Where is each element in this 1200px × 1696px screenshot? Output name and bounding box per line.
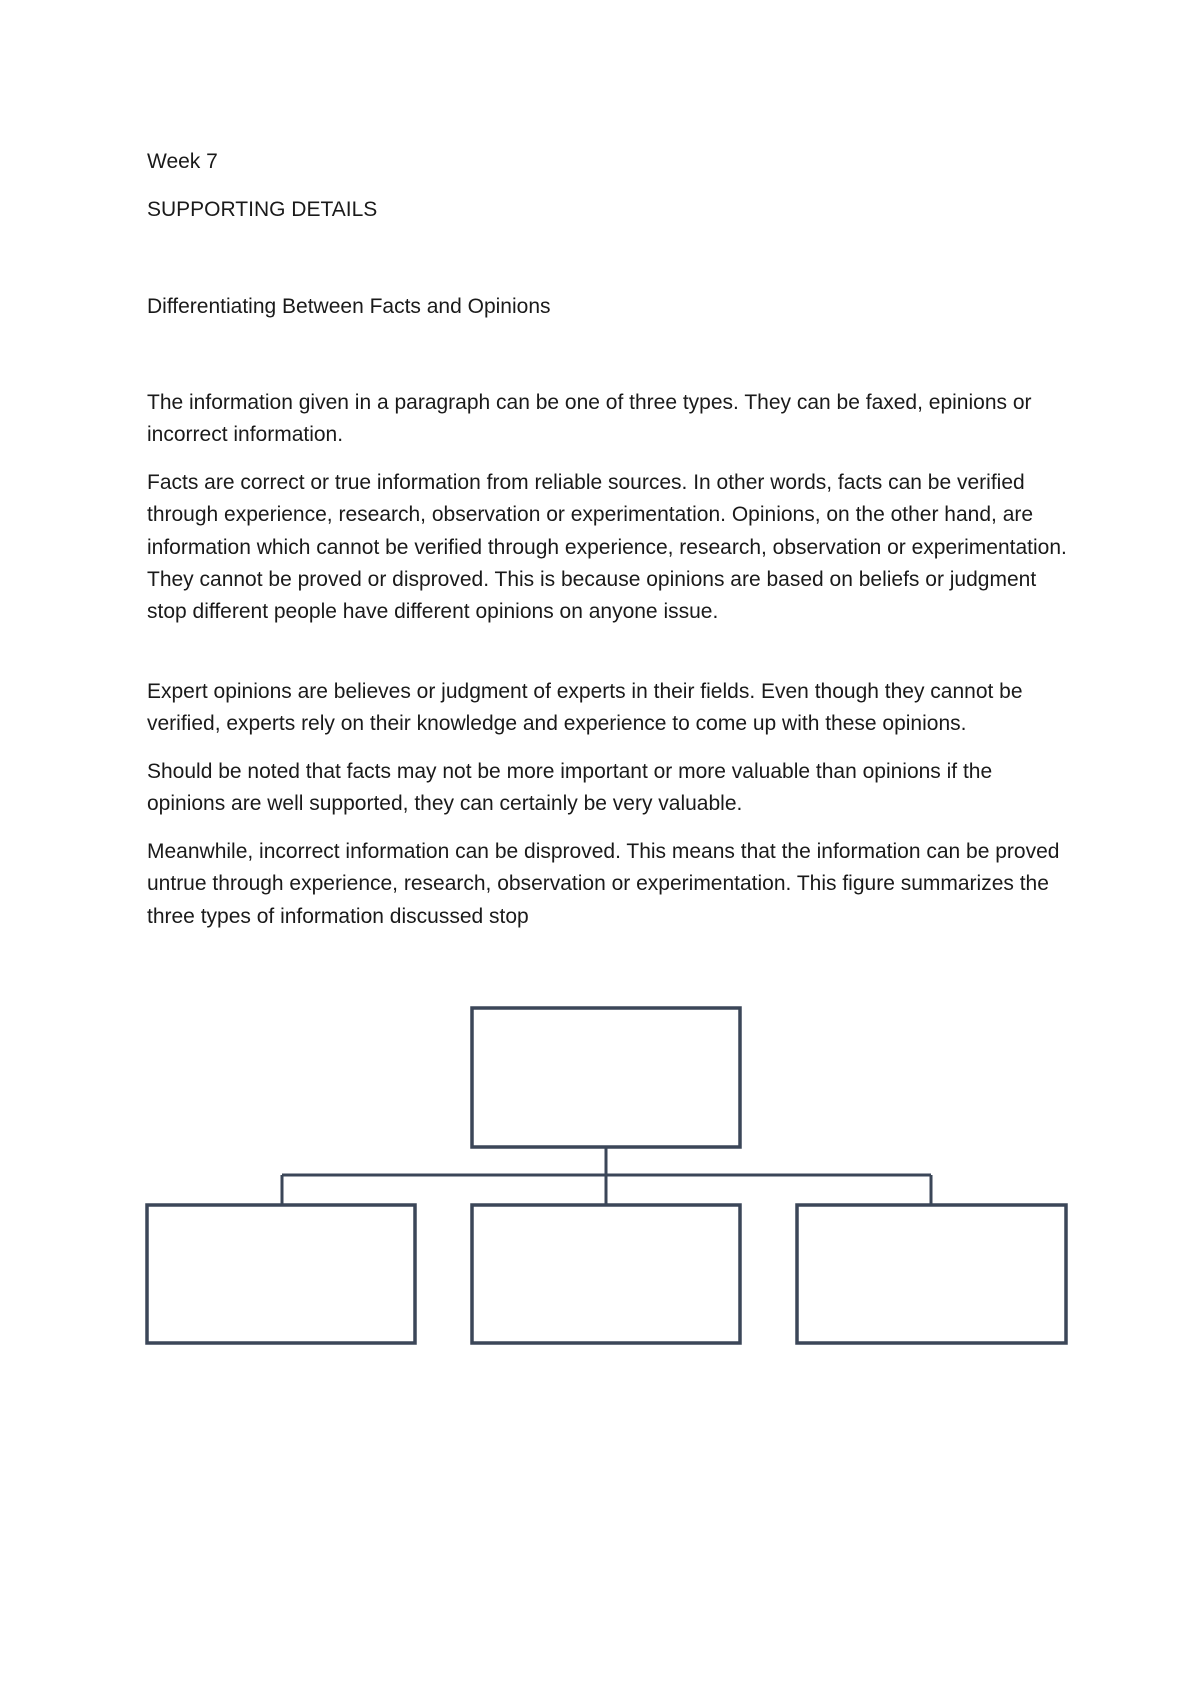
diagram-child-box-left (147, 1205, 415, 1343)
paragraph-5: Meanwhile, incorrect information can be disproved. This means that the information can be proved untrue through experience, research, observation or experimentation. This figure summarizes the three types of information discussed stop (147, 840, 1060, 928)
diagram-child-box-right (797, 1205, 1066, 1343)
paragraph-3: Expert opinions are believes or judgment of experts in their fields. Even though they cannot be verified, experts rely on their knowledge and experience to come up with these opinions. (147, 680, 1023, 736)
section-heading: SUPPORTING DETAILS (147, 198, 378, 221)
diagram-child-box-center (472, 1205, 740, 1343)
subheading: Differentiating Between Facts and Opinions (147, 295, 551, 318)
diagram-root-box (472, 1008, 740, 1147)
paragraph-1: The information given in a paragraph can be one of three types. They can be faxed, epinions or incorrect information. (147, 391, 1032, 447)
week-label: Week 7 (147, 150, 218, 173)
paragraph-4: Should be noted that facts may not be more important or more valuable than opinions if the opinions are well supported, they can certainly be very valuable. (147, 760, 993, 816)
paragraph-2: Facts are correct or true information from reliable sources. In other words, facts can be verified through experience, research, observation or experimentation. Opinions, on the other hand, are information which cannot be verified through experience, research, observation or experimentation. They cannot be proved or disproved. This is because opinions are based on beliefs or judgment stop different people have different opinions on anyone issue. (147, 471, 1067, 624)
